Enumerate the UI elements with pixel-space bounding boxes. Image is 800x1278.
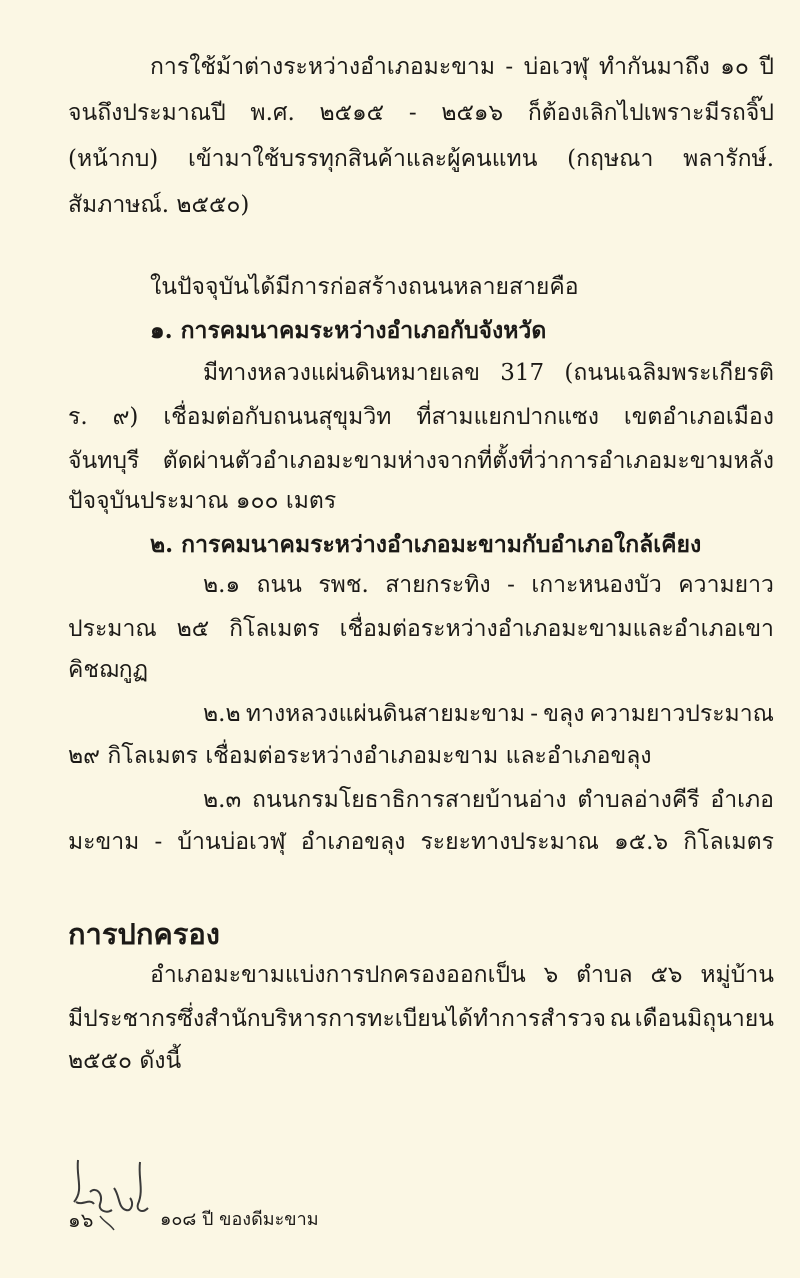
word: เชื่อมต่อระหว่างอำเภอมะขามและอำเภอเขา [339,616,774,642]
word: เข้ามาใช้บรรทุกสินค้าและผู้คนแทน [187,146,538,172]
word: ที่สามแยกปากแซง [416,404,599,430]
paragraph-line [203,699,774,729]
word: ๒.๑ [203,572,241,598]
word: จันทบุรี [68,448,140,474]
word: ๒๕๑๖ [441,100,504,126]
word: ก็ต้องเลิกไปเพราะมีรถจิ๊ป [527,100,774,126]
word: พลารักษ์. [683,146,774,172]
word: เชื่อมต่อกับถนนสุขุมวิท [163,404,392,430]
word: อำเภอ [710,787,774,813]
word: ๒.๒ [203,701,241,727]
word: ๕๖ [650,962,683,988]
word: มีประชากรซึ่งสำนักบริหารการทะเบียนได้ทำการสำรวจ [68,1006,606,1032]
paragraph-line [68,446,774,476]
word: ทางหลวงแผ่นดินสายมะขาม [245,701,526,727]
word: เขตอำเภอเมือง [623,404,774,430]
paragraph-line [68,1004,774,1034]
word: บ้านบ่อเวฬุ [177,829,286,855]
word: พ.ศ. [250,100,295,126]
word: ถนนกรมโยธาธิการสายบ้านอ่าง [252,787,567,813]
paragraph-line [150,52,774,82]
word: เดือนมิถุนายน [634,1006,774,1032]
paragraph-line [203,570,774,600]
word: ๒๕๑๕ [319,100,385,126]
word: ตำบลอ่างคีรี [577,787,700,813]
word: - [505,54,514,80]
word: รพช. [318,572,369,598]
word: ๑๕.๖ [614,829,669,855]
word: ๑๐ [720,54,749,80]
word: - [507,572,515,598]
word: (กฤษณา [567,146,654,172]
word: ทำกันมาถึง [598,54,710,80]
section-heading: การปกครอง [68,917,220,951]
intro-line: ในปัจจุบันได้มีการก่อสร้างถนนหลายสายคือ [150,274,579,300]
paragraph-line: สัมภาษณ์. ๒๕๕๐) [68,192,250,218]
word: ตัดผ่านตัวอำเภอมะขามห่างจากที่ตั้งที่ว่าการอำเภอมะขามหลัง [162,448,774,474]
word: ขลุง [543,701,585,727]
word: ร. [68,404,88,430]
word: การใช้ม้าต่างระหว่างอำเภอมะขาม [150,54,495,80]
word: อำเภอขลุง [300,829,406,855]
paragraph-line: ปัจจุบันประมาณ ๑๐๐ เมตร [68,488,337,514]
word: ความยาวประมาณ [589,701,774,727]
paragraph-line: ๒๕๕๐ ดังนี้ [68,1048,182,1074]
word: ณ [609,1006,632,1032]
word: อำเภอมะขามแบ่งการปกครองออกเป็น [150,962,526,988]
book-title: ๑๐๘ ปี ของดีมะขาม [160,1209,319,1230]
word: มะขาม [68,829,140,855]
word: ความยาว [678,572,774,598]
word: ปี [759,54,774,80]
word: - [408,100,417,126]
word: บ่อเวฬุ [523,54,589,80]
word: มีทางหลวงแผ่นดินหมายเลข [203,360,480,386]
word: ระยะทางประมาณ [420,829,600,855]
item-heading-2: ๒. การคมนาคมระหว่างอำเภอมะขามกับอำเภอใกล้เคียง [150,531,702,558]
word: เกาะหนองบัว [531,572,662,598]
word: 317 [500,360,545,386]
word: ๒.๓ [203,787,242,813]
paragraph-line [68,827,774,857]
item-heading-1: ๑. การคมนาคมระหว่างอำเภอกับจังหวัด [150,317,547,344]
word: ตำบล [576,962,633,988]
word: ประมาณ [68,616,157,642]
paragraph-line [68,614,774,644]
word: - [530,701,539,727]
word: กิโลเมตร [229,616,320,642]
paragraph-line: คิชฌกูฏ [68,657,149,683]
paragraph-line [68,98,774,128]
hand-drawn-flourish-icon [70,1158,160,1236]
paragraph-line [203,358,774,388]
word: (ถนนเฉลิมพระเกียรติ [564,360,774,386]
word: ถนน [256,572,302,598]
word: - [154,829,163,855]
paragraph-line: ๒๙ กิโลเมตร เชื่อมต่อระหว่างอำเภอมะขาม และอำเภอขลุง [68,743,652,769]
paragraph-line [150,960,774,990]
paragraph-line [68,144,774,174]
word: สายกระทิง [385,572,491,598]
word: ๒๕ [176,616,210,642]
paragraph-line [68,402,774,432]
word: ๙) [112,404,139,430]
page-number: ๑๖ [68,1208,94,1232]
word: จนถึงประมาณปี [68,100,226,126]
paragraph-line [203,785,774,815]
word: (หน้ากบ) [68,146,159,172]
word: กิโลเมตร [683,829,774,855]
word: ๖ [543,962,559,988]
word: หมู่บ้าน [700,962,774,988]
